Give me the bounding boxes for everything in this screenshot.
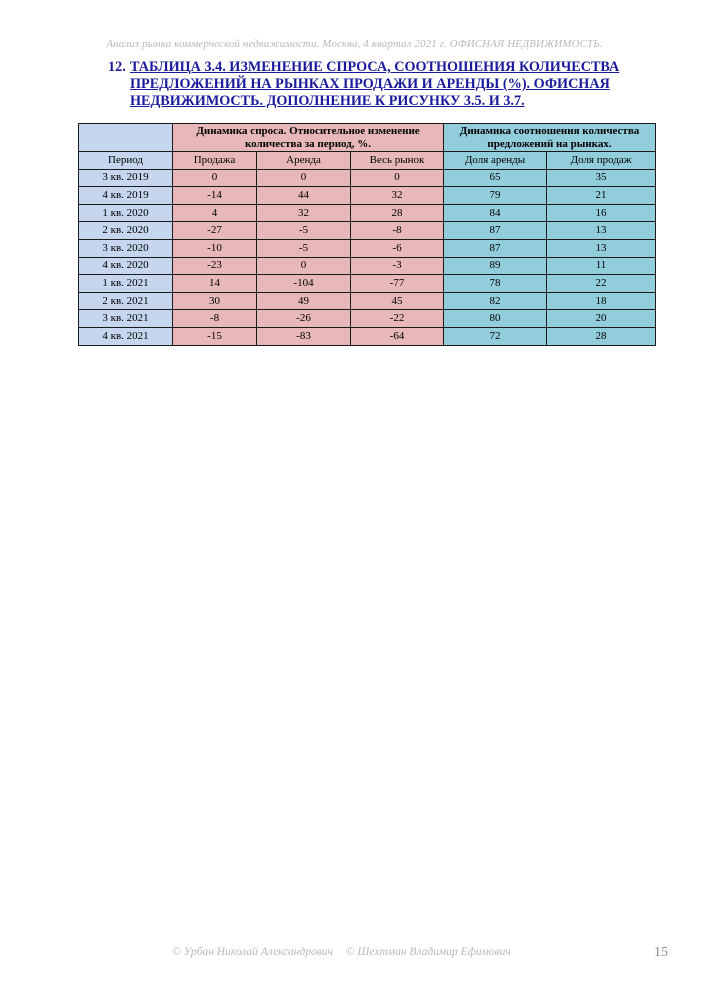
cell-sale-share: 22 <box>547 275 656 293</box>
cell-rent-share: 87 <box>444 239 547 257</box>
cell-rent: -26 <box>257 310 351 328</box>
cell-period: 4 кв. 2020 <box>79 257 173 275</box>
cell-period: 2 кв. 2020 <box>79 222 173 240</box>
cell-rent-share: 89 <box>444 257 547 275</box>
column-header-sale: Продажа <box>173 152 257 170</box>
cell-rent-share: 78 <box>444 275 547 293</box>
cell-sale: 4 <box>173 204 257 222</box>
cell-whole-market: -3 <box>351 257 444 275</box>
cell-rent: 49 <box>257 292 351 310</box>
table-row <box>79 204 656 222</box>
column-header-period: Период <box>79 152 173 170</box>
section-heading <box>108 59 648 110</box>
cell-sale-share: 11 <box>547 257 656 275</box>
cell-sale-share: 18 <box>547 292 656 310</box>
data-table <box>78 123 656 346</box>
page-number: 15 <box>654 945 668 960</box>
cell-rent-share: 87 <box>444 222 547 240</box>
cell-rent: -5 <box>257 239 351 257</box>
cell-whole-market: 32 <box>351 187 444 205</box>
table-row <box>79 257 656 275</box>
cell-sale: -15 <box>173 327 257 345</box>
running-header: Анализ рынка коммерческой недвижимости. Москва, 4 квартал 2021 г. ОФИСНАЯ НЕДВИЖИМОСТЬ. <box>106 38 603 50</box>
footer-authors <box>172 946 521 958</box>
cell-sale: -10 <box>173 239 257 257</box>
cell-whole-market: -8 <box>351 222 444 240</box>
cell-rent-share: 79 <box>444 187 547 205</box>
cell-rent-share: 65 <box>444 169 547 187</box>
cell-sale-share: 16 <box>547 204 656 222</box>
section-title-link[interactable]: ТАБЛИЦА 3.4. ИЗМЕНЕНИЕ СПРОСА, СООТНОШЕНИЯ КОЛИЧЕСТВА ПРЕДЛОЖЕНИЙ НА РЫНКАХ ПРОДАЖИ И АРЕНДЫ (%). ОФИСНАЯ НЕДВИЖИМОСТЬ. ДОПОЛНЕНИЕ К РИСУНКУ 3.5. И 3.7. <box>130 59 620 109</box>
cell-rent: -104 <box>257 275 351 293</box>
cell-whole-market: 28 <box>351 204 444 222</box>
section-number: 12. <box>108 59 126 75</box>
table-row <box>79 187 656 205</box>
cell-period: 4 кв. 2021 <box>79 327 173 345</box>
column-header-row <box>79 152 656 170</box>
cell-rent: 0 <box>257 257 351 275</box>
cell-period: 3 кв. 2020 <box>79 239 173 257</box>
cell-sale-share: 13 <box>547 222 656 240</box>
cell-sale: -8 <box>173 310 257 328</box>
cell-rent: 0 <box>257 169 351 187</box>
cell-rent-share: 80 <box>444 310 547 328</box>
table-row <box>79 222 656 240</box>
table-row <box>79 327 656 345</box>
cell-sale-share: 20 <box>547 310 656 328</box>
table-row <box>79 275 656 293</box>
cell-sale-share: 35 <box>547 169 656 187</box>
group-header-demand: Динамика спроса. Относительное изменение количества за период, %. <box>173 124 444 152</box>
cell-rent: -5 <box>257 222 351 240</box>
cell-period: 1 кв. 2020 <box>79 204 173 222</box>
cell-period: 1 кв. 2021 <box>79 275 173 293</box>
group-header-ratio: Динамика соотношения количества предложений на рынках. <box>444 124 656 152</box>
cell-sale: 0 <box>173 169 257 187</box>
cell-whole-market: -77 <box>351 275 444 293</box>
cell-period: 3 кв. 2021 <box>79 310 173 328</box>
cell-sale-share: 21 <box>547 187 656 205</box>
cell-whole-market: 0 <box>351 169 444 187</box>
cell-whole-market: -64 <box>351 327 444 345</box>
column-header-sale-share: Доля продаж <box>547 152 656 170</box>
cell-sale: -23 <box>173 257 257 275</box>
cell-sale: 14 <box>173 275 257 293</box>
cell-whole-market: -6 <box>351 239 444 257</box>
cell-whole-market: -22 <box>351 310 444 328</box>
cell-period: 4 кв. 2019 <box>79 187 173 205</box>
cell-sale-share: 28 <box>547 327 656 345</box>
table-row <box>79 239 656 257</box>
table-body <box>79 169 656 345</box>
column-header-rent: Аренда <box>257 152 351 170</box>
table-row <box>79 310 656 328</box>
footer-author-1: © Урбан Николай Александрович <box>172 946 333 958</box>
cell-sale-share: 13 <box>547 239 656 257</box>
cell-sale: -14 <box>173 187 257 205</box>
cell-period: 3 кв. 2019 <box>79 169 173 187</box>
cell-sale: 30 <box>173 292 257 310</box>
cell-rent-share: 82 <box>444 292 547 310</box>
cell-period: 2 кв. 2021 <box>79 292 173 310</box>
table-row <box>79 292 656 310</box>
column-header-rent-share: Доля аренды <box>444 152 547 170</box>
footer-author-2: © Шехтман Владимир Ефимович <box>345 946 511 958</box>
cell-rent: 44 <box>257 187 351 205</box>
cell-rent: -83 <box>257 327 351 345</box>
column-header-whole-market: Весь рынок <box>351 152 444 170</box>
table-row <box>79 169 656 187</box>
cell-whole-market: 45 <box>351 292 444 310</box>
cell-rent-share: 72 <box>444 327 547 345</box>
cell-rent-share: 84 <box>444 204 547 222</box>
cell-sale: -27 <box>173 222 257 240</box>
cell-rent: 32 <box>257 204 351 222</box>
corner-cell <box>79 124 173 152</box>
